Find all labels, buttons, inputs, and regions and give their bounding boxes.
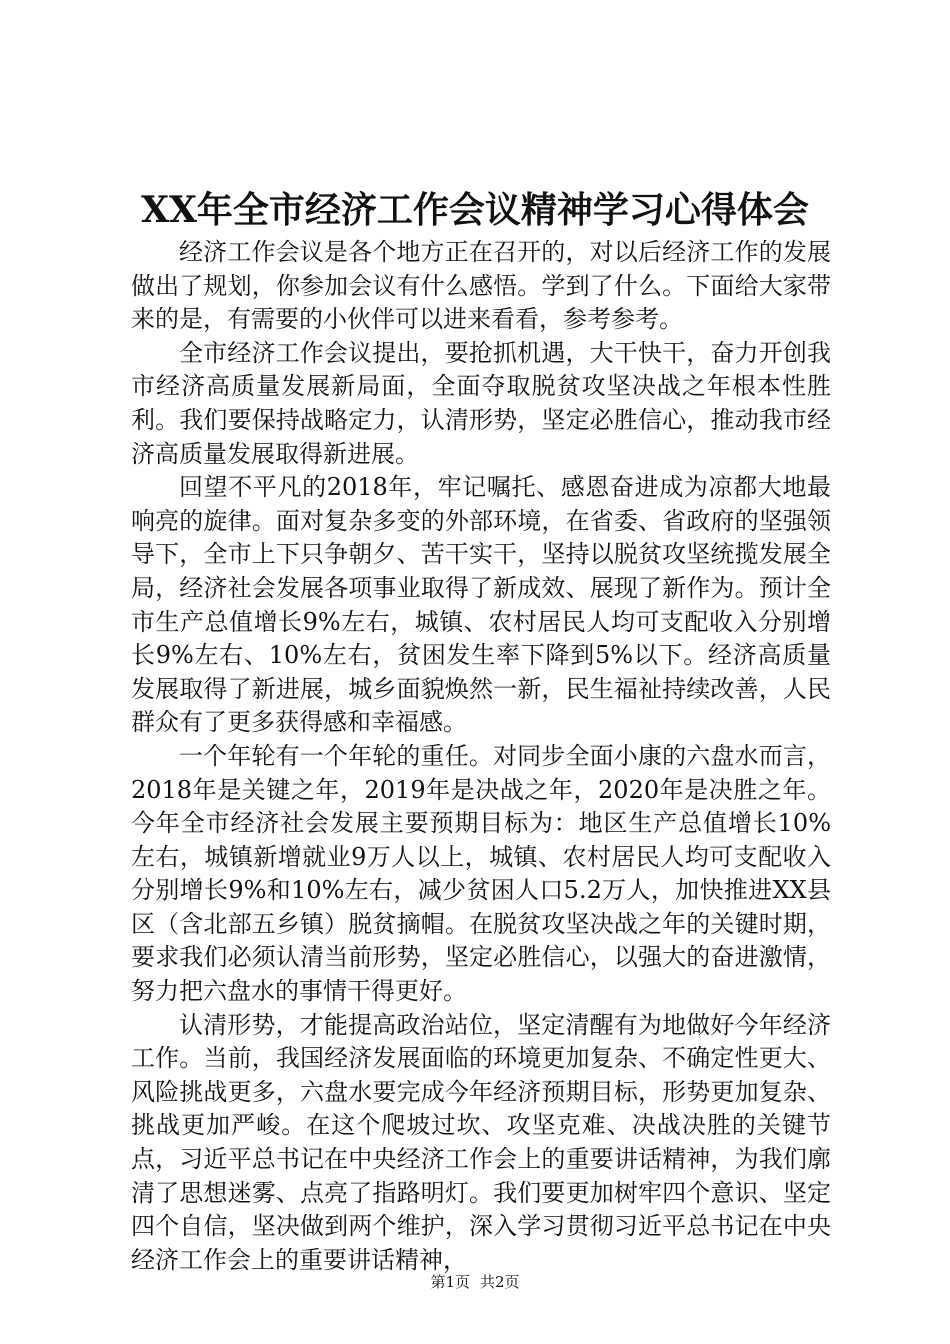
document-body <box>131 236 831 1277</box>
page-footer <box>0 1272 950 1292</box>
paragraph-meeting: 全市经济工作会议提出，要抢抓机遇，大干快干，奋力开创我市经济高质量发展新局面，全面夺取脱贫攻坚决战之年根本性胜利。我们要保持战略定力，认清形势，坚定必胜信心，推动我市经济高质量发展取得新进展。 <box>131 338 831 468</box>
paragraph-intro: 经济工作会议是各个地方正在召开的，对以后经济工作的发展做出了规划，你参加会议有什么感悟。学到了什么。下面给大家带来的是，有需要的小伙伴可以进来看看，参考参考。 <box>131 238 831 334</box>
page-total: 共2页 <box>480 1273 520 1291</box>
paragraph-targets: 一个年轮有一个年轮的重任。对同步全面小康的六盘水而言，2018年是关键之年，2019年是决战之年，2020年是决胜之年。今年全市经济社会发展主要预期目标为：地区生产总值增长10%左右，城镇新增就业9万人以上，城镇、农村居民人均可支配收入分别增长9%和10%左右，减少贫困人口5.2万人，加快推进XX县区（含北部五乡镇）脱贫摘帽。在脱贫攻坚决战之年的关键时期，要求我们必须认清当前形势，坚定必胜信心，以强大的奋进激情，努力把六盘水的事情干得更好。 <box>131 741 831 1006</box>
paragraph-situation: 认清形势，才能提高政治站位，坚定清醒有为地做好今年经济工作。当前，我国经济发展面临的环境更加复杂、不确定性更大、风险挑战更多，六盘水要完成今年经济预期目标，形势更加复杂、挑战更加严峻。在这个爬坡过坎、攻坚克难、决战决胜的关键节点，习近平总书记在中央经济工作会上的重要讲话精神，为我们廓清了思想迷雾、点亮了指路明灯。我们要更加树牢四个意识、坚定四个自信，坚决做到两个维护，深入学习贯彻习近平总书记在中央经济工作会上的重要讲话精神， <box>131 1010 831 1274</box>
paragraph-review-2018: 回望不平凡的2018年，牢记嘱托、感恩奋进成为凉都大地最响亮的旋律。面对复杂多变的外部环境，在省委、省政府的坚强领导下，全市上下只争朝夕、苦干实干，坚持以脱贫攻坚统揽发展全局，经济社会发展各项事业取得了新成效、展现了新作为。预计全市生产总值增长9%左右，城镇、农村居民人均可支配收入分别增长9%左右、10%左右，贫困发生率下降到5%以下。经济高质量发展取得了新进展，城乡面貌焕然一新，民生福祉持续改善，人民群众有了更多获得感和幸福感。 <box>131 473 831 737</box>
page-number: 第1页 <box>430 1273 470 1291</box>
document-title: XX年全市经济工作会议精神学习心得体会 <box>141 189 809 231</box>
